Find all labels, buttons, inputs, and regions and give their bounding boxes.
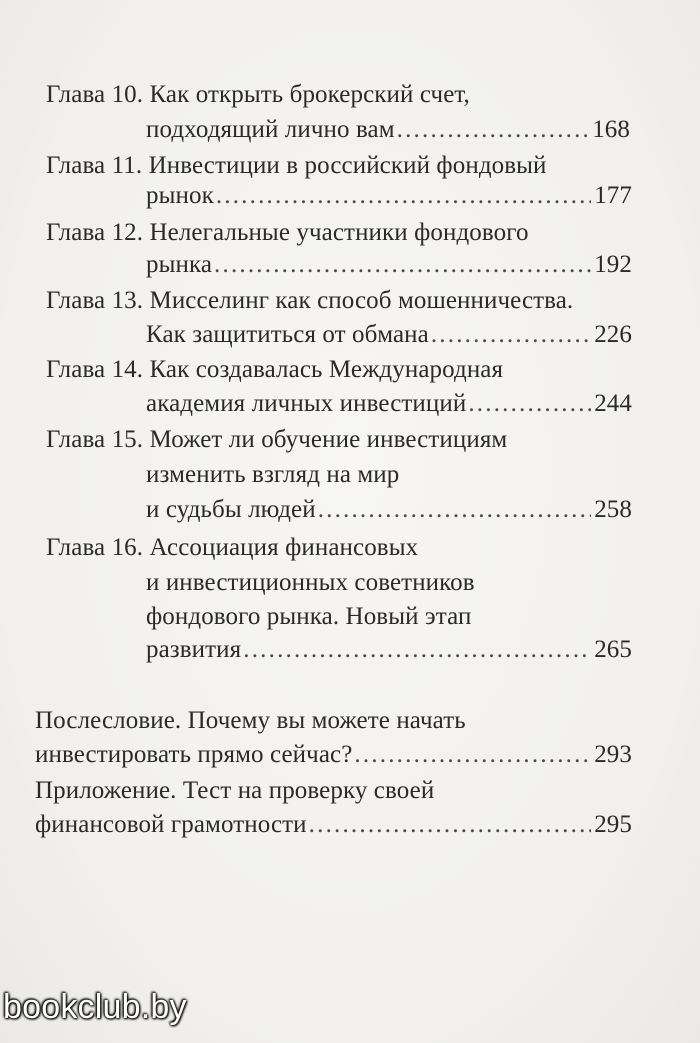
dot-leader — [397, 110, 590, 150]
dot-leader — [309, 805, 592, 845]
page-number: 168 — [592, 116, 630, 143]
toc-entry-ch15-line2 — [146, 455, 399, 495]
chapter-label: Глава 15. — [46, 426, 144, 453]
chapter-title-line: и судьбы людей — [146, 496, 316, 523]
page-number: 265 — [594, 636, 632, 663]
appendix-title-line: Приложение. Тест на проверку своей — [35, 777, 435, 804]
afterword-title-line: Послесловие. Почему вы можете начать — [35, 707, 466, 734]
toc-entry-ch10-leader[interactable] — [146, 110, 630, 150]
chapter-title-line: фондового рынка. Новый этап — [146, 603, 472, 630]
dot-leader — [468, 384, 591, 424]
dot-leader — [354, 735, 591, 775]
toc-entry-ch15-title — [46, 420, 507, 460]
chapter-title-line: изменить взгляд на мир — [146, 461, 400, 488]
toc-entry-ch13-leader[interactable] — [146, 315, 632, 355]
toc-entry-appendix-leader[interactable] — [35, 805, 632, 845]
chapter-label: Глава 14. — [46, 356, 144, 383]
appendix-title-line: финансовой грамотности — [35, 811, 307, 838]
chapter-title-line: рынка — [146, 251, 213, 278]
chapter-title-line: Ассоциация финансовых — [149, 534, 419, 561]
chapter-title-line: Нелегальные участники фондового — [149, 219, 529, 246]
dot-leader — [214, 245, 591, 285]
toc-entry-ch10-title — [46, 75, 470, 115]
chapter-label: Глава 11. — [46, 152, 143, 179]
toc-entry-ch14-leader[interactable] — [146, 384, 632, 424]
afterword-title-line: инвестировать прямо сейчас? — [35, 741, 353, 768]
toc-entry-ch16-title — [46, 528, 418, 568]
page-number: 192 — [594, 251, 632, 278]
page-number: 244 — [594, 390, 632, 417]
chapter-title-line: Как открыть брокерский счет, — [149, 81, 470, 108]
toc-entry-ch15-leader[interactable] — [146, 490, 632, 530]
dot-leader — [243, 630, 591, 670]
chapter-title-line: академия личных инвестиций — [146, 390, 467, 417]
toc-entry-afterword-leader[interactable] — [35, 735, 632, 775]
page-number: 258 — [594, 496, 632, 523]
dot-leader — [216, 176, 591, 216]
site-watermark: bookclub.by — [3, 988, 187, 1026]
page-number: 177 — [594, 182, 632, 209]
dot-leader — [431, 315, 591, 355]
page-number: 226 — [594, 321, 632, 348]
page-number: 293 — [594, 741, 632, 768]
chapter-label: Глава 16. — [46, 534, 144, 561]
chapter-title-line: Может ли обучение инвестициям — [149, 426, 508, 453]
chapter-label: Глава 12. — [46, 219, 144, 246]
chapter-title-line: Инвестиции в российский фондовый — [148, 152, 547, 179]
chapter-title-line: и инвестиционных советников — [146, 569, 475, 596]
dot-leader — [318, 490, 592, 530]
page-number: 295 — [594, 811, 632, 838]
toc-entry-ch12-leader[interactable] — [146, 245, 632, 285]
chapter-label: Глава 10. — [46, 81, 144, 108]
chapter-label: Глава 13. — [46, 287, 144, 314]
toc-entry-ch11-leader[interactable] — [146, 176, 632, 216]
chapter-title-line: рынок — [146, 182, 214, 209]
chapter-title-line: Как создавалась Международная — [149, 356, 504, 383]
toc-entry-ch16-leader[interactable] — [146, 630, 632, 670]
chapter-title-line: Мисселинг как способ мошенничества. — [149, 287, 574, 314]
chapter-title-line: Как защититься от обмана — [146, 321, 429, 348]
chapter-title-line: подходящий лично вам — [146, 116, 395, 143]
chapter-title-line: развития — [146, 636, 242, 663]
